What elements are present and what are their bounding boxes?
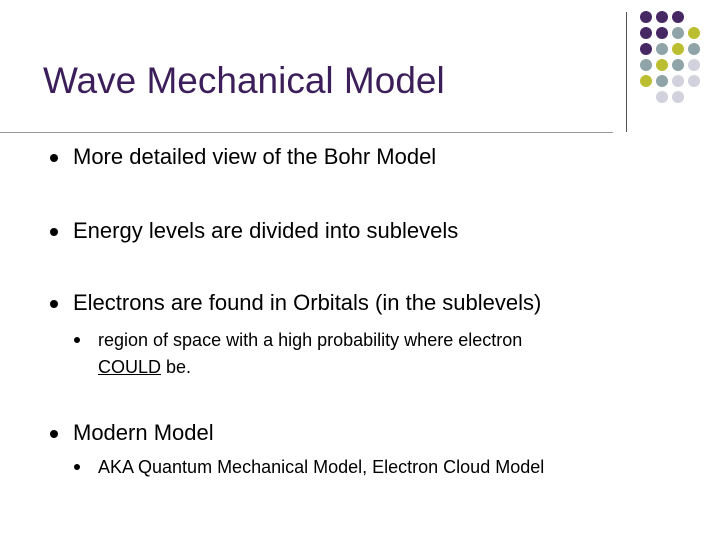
decorative-dot xyxy=(640,75,652,87)
decorative-dot xyxy=(640,59,652,71)
bullet-text: Electrons are found in Orbitals (in the sublevels) xyxy=(73,290,542,315)
decorative-dot xyxy=(672,91,684,103)
bullet-marker xyxy=(50,154,58,162)
decorative-dot xyxy=(672,75,684,87)
bullet-text: Energy levels are divided into sublevels xyxy=(73,218,459,243)
decorative-dot xyxy=(656,11,668,23)
title-divider xyxy=(0,132,613,133)
decorative-dot xyxy=(656,75,668,87)
emphasized-word: COULD xyxy=(98,357,162,377)
decorative-dot xyxy=(688,43,700,55)
bullet-text: Modern Model xyxy=(73,420,214,445)
decorative-dot xyxy=(672,11,684,23)
decorative-dot xyxy=(640,11,652,23)
sub-bullet-line1: region of space with a high probability where electron xyxy=(98,330,523,350)
decorative-dot xyxy=(640,43,652,55)
decorative-dot xyxy=(688,59,700,71)
decorative-dot xyxy=(672,43,684,55)
decorative-dot xyxy=(656,27,668,39)
bullet-marker xyxy=(50,430,58,438)
bullet-marker xyxy=(50,228,58,236)
bullet-marker xyxy=(50,300,58,308)
decorative-dot xyxy=(656,91,668,103)
decorative-dot xyxy=(656,59,668,71)
vertical-divider xyxy=(626,12,627,132)
decorative-dot xyxy=(640,27,652,39)
sub-bullet-text: AKA Quantum Mechanical Model, Electron Cloud Model xyxy=(98,457,545,477)
slide-title: Wave Mechanical Model xyxy=(43,60,445,101)
decorative-dot xyxy=(656,43,668,55)
decorative-dot xyxy=(672,27,684,39)
sub-bullet-marker xyxy=(74,464,80,470)
sub-bullet-text xyxy=(98,327,522,381)
sub-bullet-marker xyxy=(74,337,80,343)
bullet-text: More detailed view of the Bohr Model xyxy=(73,144,437,169)
decorative-dot xyxy=(688,27,700,39)
sub-bullet-line2-rest: be. xyxy=(161,357,192,377)
decorative-dot xyxy=(688,75,700,87)
decorative-dot xyxy=(672,59,684,71)
